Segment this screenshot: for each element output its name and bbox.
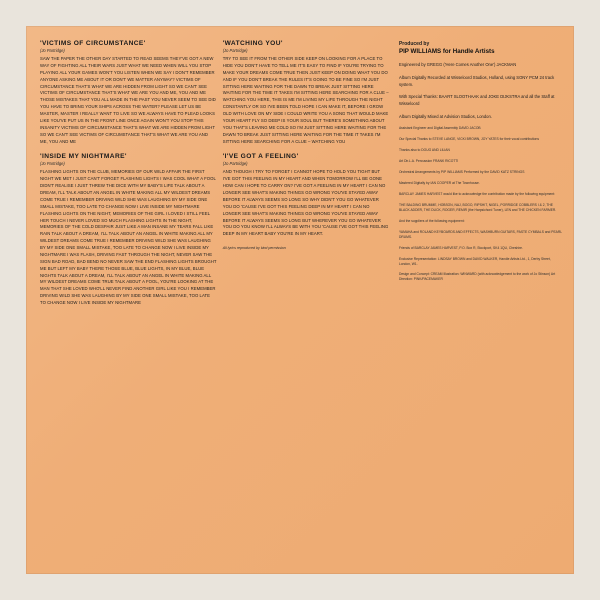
produced-by-label: Produced by (398, 41, 430, 47)
credits-column (395, 40, 562, 564)
equipment-names: THE BALDING BRUMME, HOBSON, NAJ, BOGO, RIPSHIT, NIGEL, PORRIDGE COBBLERS I & 2, THE BLACK ADDER, THE DUCK, ROGER, REMIR (the Harpsichord Tuner), LEN and THE CHICKEN FARMER. (398, 202, 557, 212)
fan-club-address: Friends of BARCLAY JAMES HARVEST, P.O. Box R, Stockport, SK4 1QU, Cheshire. (398, 245, 523, 250)
song-title: 'WATCHING YOU' (222, 40, 283, 47)
song-block-inside-my-nightmare (40, 153, 217, 307)
song-credit: (Jo Partridge) (40, 48, 65, 53)
equipment-suppliers-list: YAMAHA and ROLAND KEYBOARDS AND EFFECTS, WASHBURN GUITARS, PASTE CYMBALS and PEARL DRUMS. (398, 229, 562, 239)
management-credit: Exclusive Representation: LINDSAY BROWN and DAVID WALKER, Handle Artists Ltd., 1, Derby Street, London, W1. (398, 256, 551, 266)
equipment-acknowledgement: BARCLAY JAMES HARVEST would like to acknowledge the contribution made by the following equipment: (398, 192, 556, 197)
song-lyrics: SAW THE PAPER THE OTHER DAY STARTED TO READ SEEMS THEY'VE GOT A NEW WAY OF FIGHTING ALL THEIR WARS JUST WHAT WE NEED WHEN WILL YOU STOP PLAYING ALL YOUR GAMES WON'T YOU LISTEN WHEN WE SAY I DON'T REMEMBER ANYONE ASKING ME ABOUT IT OR DON'T WE MATTER ANYWAY? VICTIMS OF CIRCUMSTANCE THAT'S WHAT WE ARE HIDDEN FROM LIGHT SO WE CAN'T SEE VICTIMS OF CIRCUMSTANCE THAT'S WHAT WE ARE YOU AND ME, YOU AND ME THOSE MISTAKES THAT YOU ALL MADE IN THE PAST YOU NEVER SEEM TO SEE DID YOU HAVE TO BRING YOUR SHIPS ACROSS THE WATER? PLEASE LET US BE MASTER, MASTER I REALLY WANT TO LIVE SO WE ALWAYS HAVE TO PLEAD LOOKS LIKE YOU'VE PUT US IN THE FRONT LINE ONCE AGAIN WON'T YOU STOP THIS INSANITY VICTIMS OF CIRCUMSTANCE THAT'S WHAT WE ARE HIDDEN FROM LIGHT SO WE CAN'T SEE VICTIMS OF CIRCUMSTANCE THAT'S WHAT WE ARE YOU AND ME, YOU AND ME (40, 56, 216, 144)
vocal-contributions-credit: Our Special Thanks to STEVE LANGE, VICKI BROWN, JOY YATES for their vocal contributions (398, 137, 539, 142)
lyrics-permission-note: All lyrics reproduced by kind permission (222, 246, 286, 251)
song-block-ive-got-a-feeling (223, 153, 389, 238)
song-lyrics: AND THOUGH I TRY TO FORGET I CANNOT HOPE TO HOLD YOU TIGHT BUT I'VE GOT THIS FEELING IN MY HEART AND WHEN TOMORROW I'LL BE GONE HOW CAN I HOPE TO CARRY ON? I'VE GOT A FEELING IN MY HEART I CAN NO LONGER SEE WHAT'S MAKING THINGS GO WRONG YOU'VE STAYED AWAY BEFORE IT ALWAYS SEEMS SO LONG SO WHY DIDN'T YOU GO WHATEVER YOU DO 'CAUSE I'VE GOT THIS FEELING DEEP IN MY HEART I CAN NO LONGER SEE WHAT'S MAKING THINGS GO WRONG YOU'VE STAYED AWAY BEFORE IT ALWAYS SEEMS SO LONG BUT WHEREVER YOU GO WHATEVER YOU DO YOU KNOW I'LL ALWAYS BE WITH YOU 'CAUSE I'VE GOT THIS FEELING DEEP IN MY HEART BABY YOU'RE IN MY HEART. (222, 169, 389, 237)
thanks-also-credit: Thanks also to DOUG AND LILIAN (398, 148, 450, 153)
song-credit: (Jo Partridge) (222, 48, 248, 53)
mastering-credit: Mastered Digitally by IAN COOPER at The Townhouse. (398, 181, 480, 186)
song-lyrics: FLASHING LIGHTS ON THE CLUB, MEMORIES OF OUR WILD AFFAIR THE FIRST NIGHT WE MET I JUST CAN'T FORGET FLASHING LIGHTS I WAS COOL WHAT A FOOL DIDN'T REALISE I JUST THREW THE DICE WITH MY BABY'S LIFE TALK ABOUT A DREAM, I'LL TALK ABOUT AN ANGEL IN WHITE MAKING ALL MY WILDEST DREAMS COME TRUE I REMEMBER DRIVING WILD SHE WAS LAUGHING BY MY SIDE ONE SMALL MISTAKE, TOO LATE TO CHANGE NOW I LIVE INSIDE MY NIGHTMARE FLASHING LIGHTS ON THE NIGHT, MEMORIES OF THE GIRL I LOVED I STILL FEEL HER TOUCH I NEVER LOVED SO MUCH FLASHING LIGHTS IN THE NIGHT, MEMORIES OF THE COLD DESPAIR JUST LIKE A MAN INSANE MY TEARS FALL LIKE RAIN TALK ABOUT A DREAM, I'LL TALK ABOUT AN ANGEL IN WHITE MAKING ALL MY WILDEST DREAMS COME TRUE I REMEMBER DRIVING WILD SHE WAS LAUGHING BY MY SIDE ONE SMALL MISTAKE, TOO LATE TO CHANGE NOW I LIVE INSIDE MY NIGHTMARE I WAS FLASH, DRIVING FAST THROUGH THE NIGHT, NEVER SAW THE SIGN BAD ROAD, BAD BEND NO NEVER SAW THE END FLASHING LIGHTS BROUGHT ME BUT LEFT MY BABY THERE THOSE BLUE, BLUE LIGHTS, IN MY BLUE, BLUE NIGHTS TALK ABOUT A DREAM, I'LL TALK ABOUT AN ANGEL IN WHITE MAKING ALL MY WILDEST DREAMS COME TRUE TALK ABOUT A FOOL, YOU'RE LOOKING AT THE MAN THAT SHE LOVED WHO'LL NEVER FIND ANOTHER GIRL LIKE YOU I REMEMBER DRIVING WILD SHE WAS LAUGHING BY MY SIDE ONE SMALL MISTAKE, TOO LATE TO CHANGE NOW I LIVE INSIDE MY NIGHTMARE (40, 169, 217, 305)
sleeve-columns (26, 26, 574, 574)
orchestral-arrangements-credit: Orchestral Arrangements by PIP WILLIAMS Performed by the DAVID KATZ STRINGS (398, 170, 525, 175)
recording-credit: Album Digitally Recorded at Wisseloord Studios, Holland, using SONY PCM 24 track system. (398, 74, 555, 87)
assistant-engineer-credit: Assistant Engineer and Digital Assembly DAVID JACOB (398, 126, 481, 131)
equipment-suppliers-header: And the suppliers of the following equipment: (398, 218, 465, 223)
song-credit: (Jo Partridge) (222, 161, 248, 167)
song-title: 'INSIDE MY NIGHTMARE' (40, 153, 127, 161)
album-inner-sleeve (26, 26, 574, 574)
song-block-watching-you (223, 40, 389, 145)
producer-name: PIP WILLIAMS for Handle Artists (398, 48, 495, 56)
song-title: 'VICTIMS OF CIRCUMSTANCE' (40, 40, 146, 47)
song-title: 'I'VE GOT A FEELING' (222, 153, 299, 161)
mixing-credit: Album Digitally Mixed at Advision Studios, London. (398, 113, 492, 119)
lyrics-column-middle (223, 40, 395, 564)
engineer-credit: Engineered by GREGG ('Here Comes Another One') JACKMAN (398, 62, 517, 68)
lyrics-column-left (40, 40, 223, 564)
special-thanks-credit: With Special Thanks: BAART SLOOTHAAK and JOKE DIJKSTRA and all the Staff at Wisseloord (398, 94, 555, 106)
song-lyrics: TRY TO SEE IT FROM THE OTHER SIDE KEEP ON LOOKING FOR A PLACE TO HIDE YOU DON'T HAVE TO TELL ME IT'S EASY TO FIND IF YOU'RE TRYING TO MAKE YOUR DREAMS COME TRUE THEN JUST KEEP ON DOING WHAT YOU DO AND IF YOU DON'T BREAK THE RULES IT'S GOING TO BE FINE SO I'M JUST SITTING HERE WAITING FOR THE DAWN TO BREAK JUST SITTING HERE WAITING FOR THE TIME IT TAKES I'M SITTING HERE SEARCHING FOR A CLUE – WATCHING YOU HERE, THIS IS ME I'M LIVING MY LIFE THROUGH THE NIGHT CONSTANTLY OR SO I'VE BEEN TOLD HOPE I CAN MAKE IT, BEFORE I GROW OLD WITH LOVE ON MY SIDE I COULD WRITE YOU A SONG THAT WOULD MAKE YOUR HEART FLY SO DEEP IS YOUR SOUL BUT THERE'S SOMETHING ABOUT YOU THAT'S LEAVING ME COLD SO I'M JUST SITTING HERE WAITING FOR THE DAWN TO BREAK JUST SITTING HERE WAITING FOR THE TIME IT TAKES I'M SITTING HERE SEARCHING FOR A CLUE – WATCHING YOU (222, 56, 389, 144)
song-block-victims-of-circumstance (40, 40, 217, 145)
percussion-credit: Art Dir.L.A. Percussion FRANK RICOTTI (398, 159, 459, 164)
song-credit: (Jo Partridge) (40, 161, 65, 167)
design-credit: Design and Concept: CREAM Illustration: WINWARD (with acknowledgement to the work of Jo Stinson) Art Direction: PINK/PACEMAKER (398, 272, 556, 282)
